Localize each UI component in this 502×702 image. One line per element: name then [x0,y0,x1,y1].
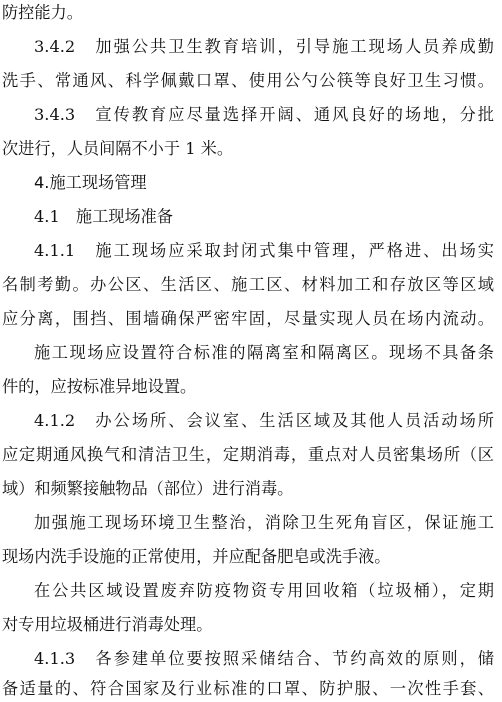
text-line: 应定期通风换气和清洁卫生，定期消毒，重点对人员密集场所（区 [2,445,494,464]
text-line: 现场内洗手设施的正常使用，并应配备肥皂或洗手液。 [2,547,391,566]
section-heading: 4.施工现场管理 [34,173,147,192]
text-line: 域）和频繁接触物品（部位）进行消毒。 [2,479,294,498]
text-line: 4.1.1 施工现场应采取封闭式集中管理，严格进、出场实 [34,241,494,260]
text-line: 3.4.2 加强公共卫生教育培训，引导施工现场人员养成勤 [34,37,494,56]
text-line: 备适量的、符合国家及行业标准的口罩、防护服、一次性手套、 [2,679,494,698]
text-line: 4.1.2 办公场所、会议室、生活区域及其他人员活动场所 [34,411,494,430]
text-line: 对专用垃圾桶进行消毒处理。 [2,615,213,634]
text-line: 洗手、常通风、科学佩戴口罩、使用公勺公筷等良好卫生习惯。 [2,71,494,90]
text-line: 防控能力。 [2,3,83,22]
text-line: 施工现场应设置符合标准的隔离室和隔离区。现场不具备条 [34,343,494,362]
subsection-heading: 4.1 施工现场准备 [34,207,174,226]
text-line: 应分离，围挡、围墙确保严密牢固，尽量实现人员在场内流动。 [2,309,494,328]
text-line: 次进行，人员间隔不小于 1 米。 [2,139,234,158]
text-line: 3.4.3 宣传教育应尽量选择开阔、通风良好的场地，分批 [34,105,494,124]
text-line: 件的，应按标准异地设置。 [2,377,197,396]
text-line: 在公共区域设置废弃防疫物资专用回收箱（垃圾桶），定期 [34,581,494,600]
text-line: 4.1.3 各参建单位要按照采储结合、节约高效的原则，储 [34,649,494,668]
text-line: 加强施工现场环境卫生整治，消除卫生死角盲区，保证施工 [34,513,494,532]
text-line: 名制考勤。办公区、生活区、施工区、材料加工和存放区等区域 [2,275,494,294]
